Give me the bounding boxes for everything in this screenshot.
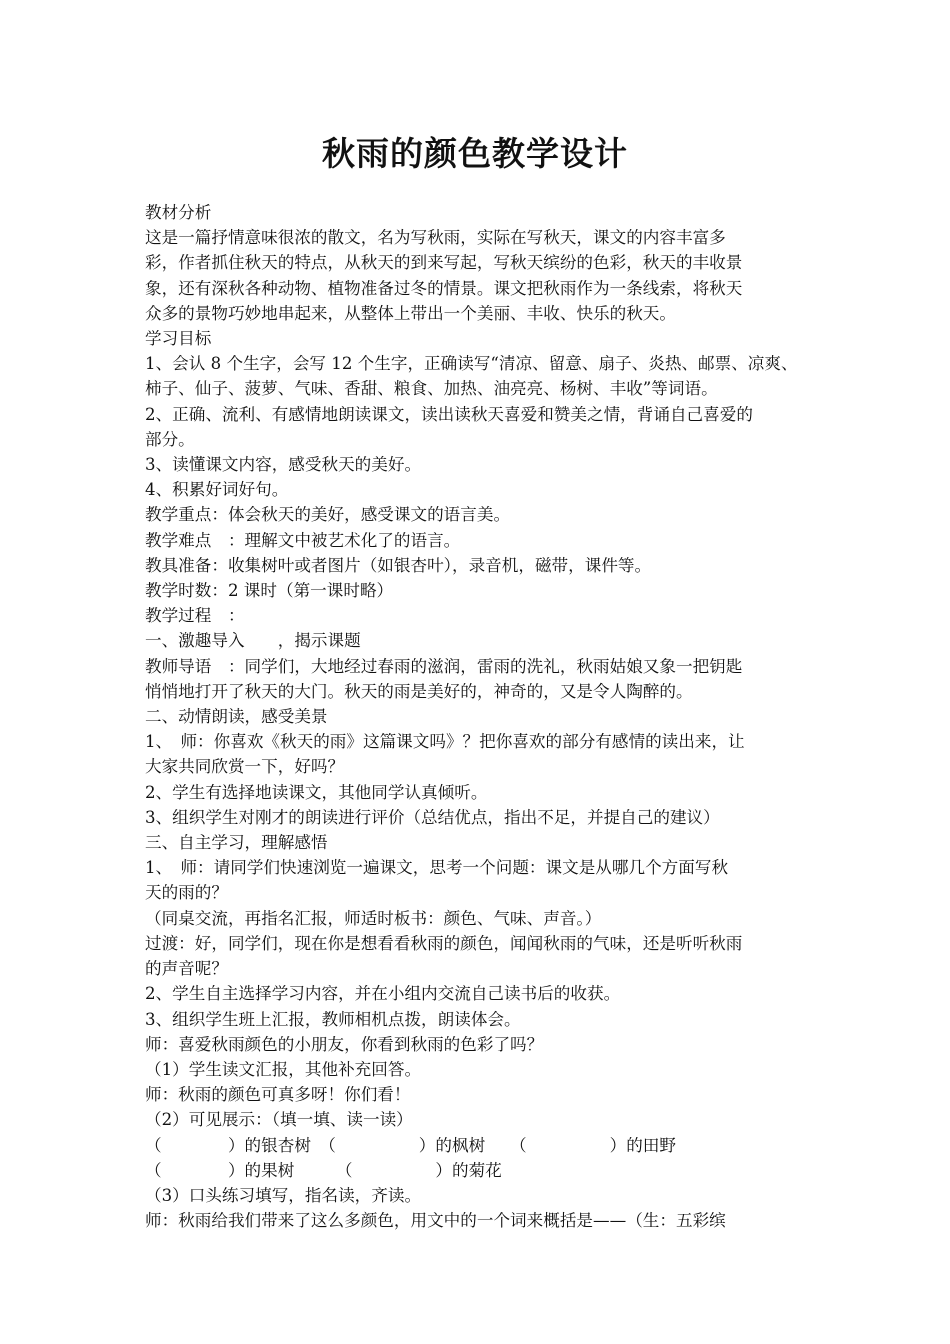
- text-line: 1、会认 8 个生字，会写 12 个生字，正确读写“清凉、留意、扇子、炎热、邮票、凉爽、: [145, 354, 798, 374]
- text-line: 师：秋雨的颜色可真多呀！你们看！: [145, 1085, 411, 1105]
- text-line: 1、 师：你喜欢《秋天的雨》这篇课文吗》？把你喜欢的部分有感情的读出来，让: [145, 732, 745, 752]
- text-line: 天的雨的？: [145, 883, 228, 903]
- text-line: 教师导语 ：同学们，大地经过春雨的滋润，雷雨的洗礼，秋雨姑娘又象一把钥匙: [145, 656, 743, 676]
- text-line: 大家共同欣赏一下，好吗？: [145, 757, 345, 777]
- text-line: 师：喜爱秋雨颜色的小朋友，你看到秋雨的色彩了吗？: [145, 1034, 544, 1054]
- text-line: （同桌交流，再指名汇报，师适时板书：颜色、气味、声音。）: [145, 908, 602, 928]
- document-title: 秋雨的颜色教学设计: [322, 134, 628, 173]
- text-line: 彩，作者抓住秋天的特点，从秋天的到来写起，写秋天缤纷的色彩，秋天的丰收景: [145, 253, 743, 273]
- text-line: （1）学生读文汇报，其他补充回答。: [145, 1059, 422, 1079]
- text-line: 教材分析: [145, 203, 212, 222]
- text-line: 教学时数：2 课时（第一课时略）: [145, 581, 394, 601]
- text-line: 2、学生有选择地读课文，其他同学认真倾听。: [145, 782, 488, 802]
- text-line: 一、激趣导入 ，揭示课题: [145, 631, 361, 651]
- text-line: （3）口头练习填写，指名读，齐读。: [145, 1185, 422, 1205]
- text-line: 这是一篇抒情意味很浓的散文，名为写秋雨，实际在写秋天，课文的内容丰富多: [145, 228, 726, 248]
- text-line: 部分。: [145, 429, 195, 449]
- text-line: （ ）的银杏树 （ ）的枫树 （ ）的田野: [145, 1135, 676, 1155]
- text-line: 的声音呢？: [145, 959, 228, 979]
- text-line: （2）可见展示：（填一填、读一读）: [145, 1110, 413, 1130]
- text-line: 学习目标: [145, 329, 212, 349]
- text-line: 教学难点 ：理解文中被艺术化了的语言。: [145, 530, 461, 550]
- text-line: 教学过程 ：: [145, 606, 245, 626]
- text-line: 1、 师：请同学们快速浏览一遍课文，思考一个问题：课文是从哪几个方面写秋: [145, 858, 729, 878]
- text-line: 2、正确、流利、有感情地朗读课文，读出读秋天喜爱和赞美之情，背诵自己喜爱的: [145, 404, 753, 424]
- text-line: 4、积累好词好句。: [145, 480, 289, 500]
- text-line: （ ）的果树 （ ）的菊花: [145, 1160, 502, 1180]
- text-line: 悄悄地打开了秋天的大门。秋天的雨是美好的，神奇的，又是令人陶醉的。: [145, 681, 693, 701]
- text-line: 师：秋雨给我们带来了这么多颜色，用文中的一个词来概括是——（生：五彩缤: [145, 1211, 726, 1231]
- text-line: 教具准备：收集树叶或者图片（如银杏叶），录音机，磁带，课件等。: [145, 555, 652, 575]
- text-line: 象，还有深秋各种动物、植物准备过冬的情景。课文把秋雨作为一条线索，将秋天: [145, 278, 743, 298]
- text-line: 过渡：好，同学们，现在你是想看看秋雨的颜色，闻闻秋雨的气味，还是听听秋雨: [145, 933, 743, 953]
- text-line: 二、动情朗读，感受美景: [145, 707, 328, 727]
- text-line: 3、组织学生对刚才的朗读进行评价（总结优点，指出不足，并提自己的建议）: [145, 807, 720, 827]
- text-line: 3、组织学生班上汇报，教师相机点拨，朗读体会。: [145, 1009, 521, 1029]
- text-line: 3、读懂课文内容，感受秋天的美好。: [145, 455, 422, 475]
- text-line: 教学重点：体会秋天的美好，感受课文的语言美。: [145, 505, 511, 525]
- text-line: 2、学生自主选择学习内容，并在小组内交流自己读书后的收获。: [145, 984, 621, 1004]
- document-body: [145, 200, 817, 1233]
- text-line: 三、自主学习，理解感悟: [145, 833, 328, 853]
- text-line: 众多的景物巧妙地串起来，从整体上带出一个美丽、丰收、快乐的秋天。: [145, 303, 676, 323]
- text-line: 柿子、仙子、菠萝、气味、香甜、粮食、加热、油亮亮、杨树、丰收”等词语。: [145, 379, 718, 399]
